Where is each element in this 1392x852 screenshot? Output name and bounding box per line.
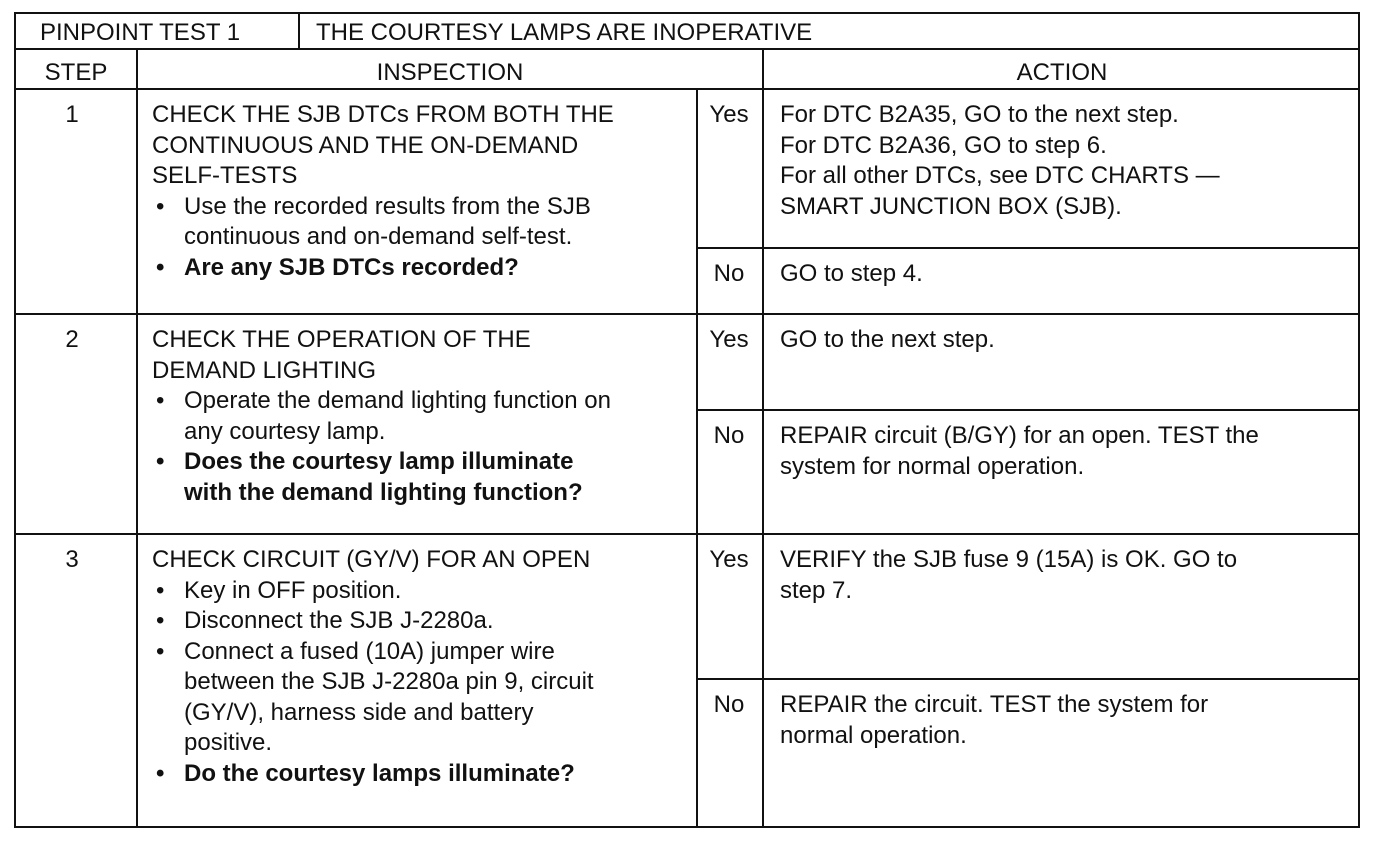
action-line: SMART JUNCTION BOX (SJB). — [780, 192, 1122, 220]
step-inspection — [152, 325, 611, 508]
yes-label: Yes — [709, 326, 749, 353]
action-line: system for normal operation. — [780, 452, 1085, 480]
bullet-question: • Are any SJB DTCs recorded? — [152, 253, 614, 284]
column-step-header: STEP — [44, 59, 108, 86]
no-action — [780, 421, 1259, 482]
step-heading-line: CONTINUOUS AND THE ON-DEMAND — [152, 131, 579, 159]
yes-label: Yes — [709, 101, 749, 128]
row-1-bottom-rule — [14, 313, 1360, 315]
no-action — [780, 259, 923, 290]
no-label: No — [713, 422, 745, 449]
action-line: GO to the next step. — [780, 326, 995, 353]
row-1-yes-no-rule — [696, 247, 1360, 249]
bullet-item: • Disconnect the SJB J-2280a. — [152, 606, 594, 637]
yes-label: Yes — [709, 546, 749, 573]
action-line: normal operation. — [780, 721, 967, 749]
column-inspection-header: INSPECTION — [376, 59, 524, 86]
action-line: For all other DTCs, see DTC CHARTS — — [780, 162, 1220, 189]
bullet-question: • Do the courtesy lamps illuminate? — [152, 759, 594, 790]
action-column-rule — [762, 48, 764, 828]
step-heading-line: SELF-TESTS — [152, 162, 298, 189]
action-line: step 7. — [780, 576, 853, 604]
no-action — [780, 690, 1208, 751]
yes-action — [780, 325, 995, 356]
action-line: For DTC B2A36, GO to step 6. — [780, 131, 1107, 159]
step-heading-line: CHECK THE OPERATION OF THE — [152, 326, 531, 353]
action-line: REPAIR circuit (B/GY) for an open. TEST the — [780, 422, 1259, 449]
test-id: PINPOINT TEST 1 — [40, 19, 241, 46]
header-divider — [298, 12, 300, 50]
no-label: No — [713, 691, 745, 718]
step-number: 3 — [65, 546, 79, 573]
row-2-yes-no-rule — [696, 409, 1360, 411]
bullet-item: • Key in OFF position. — [152, 576, 594, 607]
yes-action — [780, 100, 1220, 222]
step-bullet-list — [152, 576, 594, 790]
step-heading-line: CHECK THE SJB DTCs FROM BOTH THE — [152, 101, 614, 128]
action-line: For DTC B2A35, GO to the next step. — [780, 101, 1179, 128]
bullet-item: • Use the recorded results from the SJB continuous and on-demand self-test. — [152, 192, 614, 253]
step-inspection — [152, 545, 594, 789]
action-line: GO to step 4. — [780, 260, 923, 287]
step-heading-line: DEMAND LIGHTING — [152, 356, 377, 384]
column-action-header: ACTION — [1016, 59, 1108, 86]
step-number: 2 — [65, 326, 79, 353]
no-label: No — [713, 260, 745, 287]
test-title: THE COURTESY LAMPS ARE INOPERATIVE — [316, 19, 813, 46]
yes-action — [780, 545, 1237, 606]
step-bullet-list — [152, 386, 611, 508]
action-line: REPAIR the circuit. TEST the system for — [780, 691, 1209, 718]
bullet-question: • Does the courtesy lamp illuminate with the demand lighting function? — [152, 447, 611, 508]
row-2-bottom-rule — [14, 533, 1360, 535]
bullet-item: • Operate the demand lighting function on any courtesy lamp. — [152, 386, 611, 447]
action-line: VERIFY the SJB fuse 9 (15A) is OK. GO to — [780, 546, 1238, 573]
bullet-item: • Connect a fused (10A) jumper wire between the SJB J-2280a pin 9, circuit (GY/V), harness side and battery positive. — [152, 637, 594, 759]
step-heading-line: CHECK CIRCUIT (GY/V) FOR AN OPEN — [152, 546, 591, 573]
step-inspection — [152, 100, 614, 283]
row-3-yes-no-rule — [696, 678, 1360, 680]
step-column-rule — [136, 48, 138, 828]
step-bullet-list — [152, 192, 614, 284]
step-number: 1 — [65, 101, 79, 128]
